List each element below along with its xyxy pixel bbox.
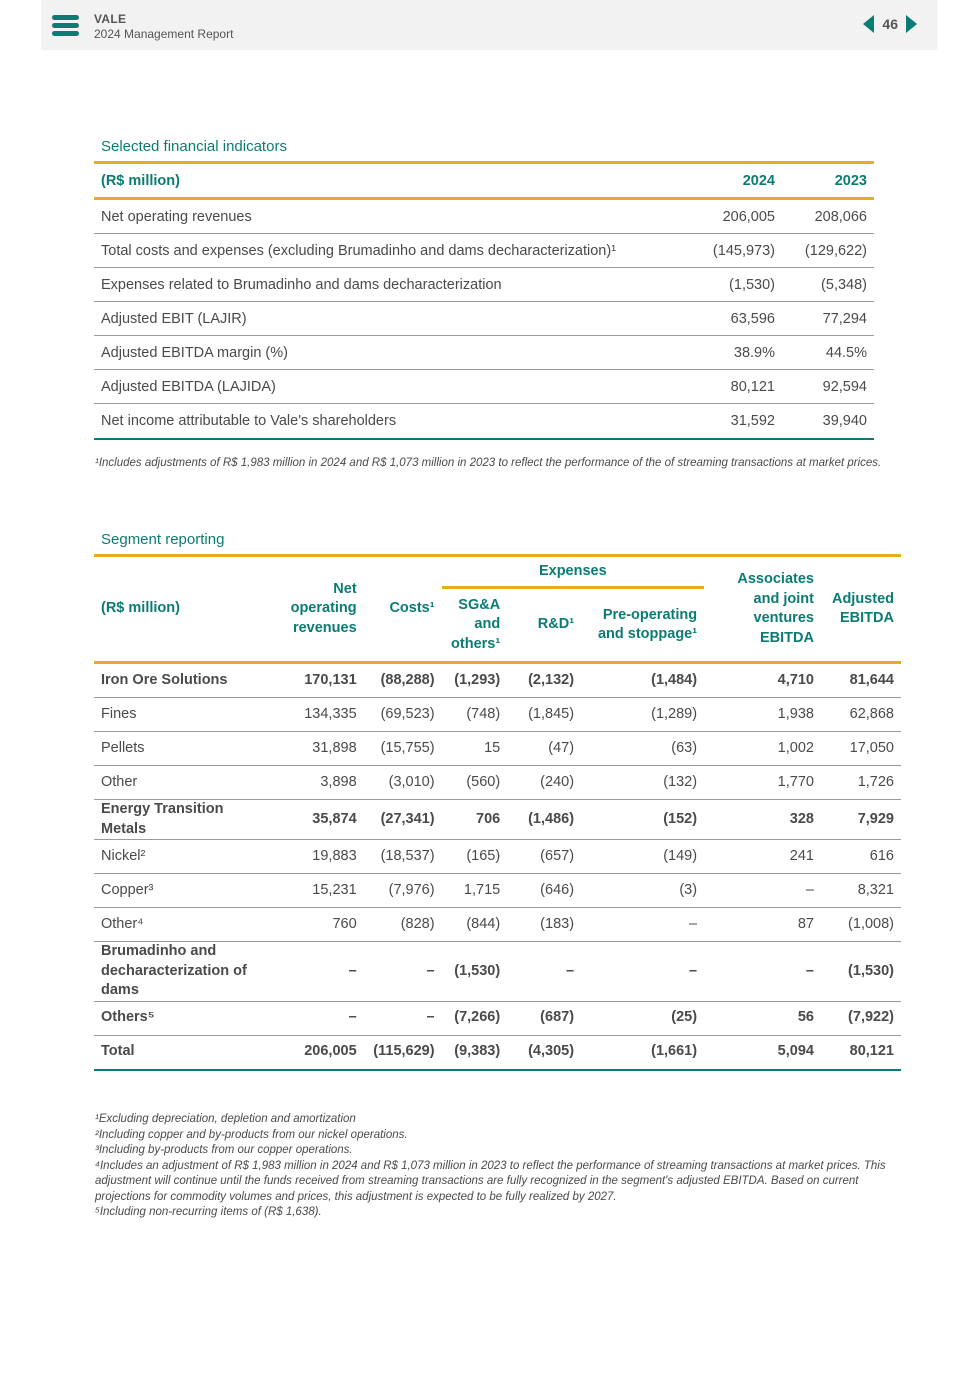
value-2023: (5,348) <box>782 268 874 302</box>
segment-label: Copper³ <box>94 874 272 908</box>
segment-label: Others⁵ <box>94 1001 272 1035</box>
revenues-cell: – <box>272 1001 363 1035</box>
costs-cell: (15,755) <box>364 732 442 766</box>
indicators-header-row <box>94 163 874 199</box>
indicator-label: Adjusted EBITDA margin (%) <box>94 336 690 370</box>
preop-header: Pre-operating and stoppage¹ <box>581 588 704 663</box>
segment-row <box>94 732 901 766</box>
costs-cell: (27,341) <box>364 800 442 840</box>
revenues-cell: 3,898 <box>272 766 363 800</box>
indicators-table <box>94 161 874 440</box>
associates-cell: 56 <box>704 1001 821 1035</box>
indicators-footnote: ¹Includes adjustments of R$ 1,983 million in 2024 and R$ 1,073 million in 2023 to reflect the performance of the of streaming transactions at market prices. <box>95 457 882 469</box>
associates-cell: 1,002 <box>704 732 821 766</box>
preop-cell: (149) <box>581 840 704 874</box>
rd-cell: (183) <box>507 908 581 942</box>
rd-cell: – <box>507 942 581 1002</box>
segments-unit-header: (R$ million) <box>94 556 272 663</box>
revenues-cell: 134,335 <box>272 698 363 732</box>
segments-title: Segment reporting <box>101 531 225 548</box>
revenues-cell: 35,874 <box>272 800 363 840</box>
preop-cell: (132) <box>581 766 704 800</box>
value-2023: (129,622) <box>782 234 874 268</box>
indicators-row <box>94 234 874 268</box>
value-2023: 39,940 <box>822 413 867 429</box>
preop-cell: (1,661) <box>651 1043 698 1060</box>
costs-cell: – <box>364 1001 442 1035</box>
next-page-icon[interactable] <box>906 15 917 33</box>
segment-row <box>94 1001 901 1035</box>
segment-row <box>94 1035 901 1070</box>
revenues-cell: 19,883 <box>272 840 363 874</box>
ebitda-cell: (7,922) <box>821 1001 901 1035</box>
brand <box>94 12 233 41</box>
ebitda-cell: (1,008) <box>821 908 901 942</box>
indicator-label: Net operating revenues <box>94 199 690 234</box>
value-2023: 77,294 <box>782 302 874 336</box>
sga-cell: (9,383) <box>454 1043 501 1060</box>
indicators-row <box>94 302 874 336</box>
ebitda-cell: 616 <box>821 840 901 874</box>
rd-cell: (47) <box>507 732 581 766</box>
sga-cell: 1,715 <box>442 874 508 908</box>
associates-cell: 1,770 <box>704 766 821 800</box>
footnote-1: ¹Excluding depreciation, depletion and amortization <box>95 1113 356 1125</box>
indicator-label: Adjusted EBITDA (LAJIDA) <box>94 370 690 404</box>
footnote-2: ²Including copper and by-products from our nickel operations. <box>95 1128 408 1141</box>
costs-cell: (69,523) <box>364 698 442 732</box>
rd-header: R&D¹ <box>507 588 581 663</box>
costs-cell: (18,537) <box>364 840 442 874</box>
segment-label: Other⁴ <box>94 908 272 942</box>
sga-header: SG&A and others¹ <box>442 588 508 663</box>
revenues-cell: 170,131 <box>272 663 363 698</box>
preop-cell: (1,289) <box>581 698 704 732</box>
segment-label: Fines <box>94 698 272 732</box>
segment-row <box>94 874 901 908</box>
sga-cell: (560) <box>442 766 508 800</box>
associates-cell: – <box>704 942 821 1002</box>
associates-cell: 4,710 <box>704 663 821 698</box>
revenues-header: Net operating revenues <box>272 556 363 663</box>
segment-label: Total <box>101 1043 135 1060</box>
segments-footnotes <box>95 1112 895 1221</box>
preop-cell: (63) <box>581 732 704 766</box>
rd-cell: (240) <box>507 766 581 800</box>
sga-cell: (1,293) <box>442 663 508 698</box>
report-title: 2024 Management Report <box>94 27 234 41</box>
revenues-cell: 31,898 <box>272 732 363 766</box>
value-2024: 63,596 <box>690 302 782 336</box>
ebitda-cell: (1,530) <box>821 942 901 1002</box>
segment-row <box>94 698 901 732</box>
indicator-label: Expenses related to Brumadinho and dams decharacterization <box>94 268 690 302</box>
value-2023: 208,066 <box>782 199 874 234</box>
costs-cell: (7,976) <box>364 874 442 908</box>
associates-cell: 241 <box>704 840 821 874</box>
top-bar <box>41 0 937 50</box>
footnote-4: ⁴Includes an adjustment of R$ 1,983 million in 2024 and R$ 1,073 million in 2023 to reflect the performance of streaming transactions at market prices. This adjustment will continue until the funds received from streaming transactions are fully recognized in the segment's adjusted EBITDA. Based on current projections for commodity volumes and prices, this adjustment is expected to be fully realized by 2027. <box>95 1159 886 1203</box>
ebitda-cell: 7,929 <box>821 800 901 840</box>
ebitda-cell: 80,121 <box>849 1043 894 1060</box>
revenues-cell: – <box>272 942 363 1002</box>
ebitda-cell: 17,050 <box>821 732 901 766</box>
preop-cell: (3) <box>581 874 704 908</box>
indicators-row <box>94 336 874 370</box>
associates-cell: 328 <box>704 800 821 840</box>
preop-cell: (25) <box>581 1001 704 1035</box>
value-2024: (145,973) <box>690 234 782 268</box>
value-2024: (1,530) <box>690 268 782 302</box>
preop-cell: (152) <box>581 800 704 840</box>
associates-cell: 5,094 <box>777 1043 814 1060</box>
value-2023: 44.5% <box>782 336 874 370</box>
segment-row <box>94 908 901 942</box>
page-navigation <box>863 15 917 33</box>
brand-name: VALE <box>94 12 127 26</box>
value-2024: 80,121 <box>690 370 782 404</box>
segment-row <box>94 663 901 698</box>
rd-cell: (646) <box>507 874 581 908</box>
value-2024: 206,005 <box>690 199 782 234</box>
segment-label: Iron Ore Solutions <box>94 663 272 698</box>
segment-label: Other <box>94 766 272 800</box>
ebitda-cell: 81,644 <box>821 663 901 698</box>
preop-cell: – <box>581 908 704 942</box>
segment-label: Energy Transition Metals <box>94 800 272 840</box>
ebitda-cell: 1,726 <box>821 766 901 800</box>
rd-cell: (2,132) <box>507 663 581 698</box>
preop-cell: – <box>581 942 704 1002</box>
ebitda-cell: 62,868 <box>821 698 901 732</box>
expenses-group-header: Expenses <box>442 556 705 588</box>
sga-cell: 15 <box>442 732 508 766</box>
segment-row <box>94 840 901 874</box>
sga-cell: (165) <box>442 840 508 874</box>
associates-cell: – <box>704 874 821 908</box>
associates-cell: 87 <box>704 908 821 942</box>
segments-header-row-1 <box>94 556 901 588</box>
footnote-3: ³Including by-products from our copper operations. <box>95 1144 353 1156</box>
ebitda-cell: 8,321 <box>821 874 901 908</box>
footnote-5: ⁵Including non-recurring items of (R$ 1,638). <box>95 1206 322 1218</box>
costs-cell: (828) <box>364 908 442 942</box>
menu-icon[interactable] <box>52 15 79 39</box>
revenues-cell: 760 <box>272 908 363 942</box>
indicators-2023-header: 2023 <box>782 163 874 199</box>
segment-row <box>94 766 901 800</box>
segment-label: Nickel² <box>94 840 272 874</box>
costs-cell: (88,288) <box>364 663 442 698</box>
indicators-row <box>94 199 874 234</box>
indicators-2024-header: 2024 <box>690 163 782 199</box>
adjusted-ebitda-header: Adjusted EBITDA <box>821 556 901 663</box>
segment-label: Pellets <box>94 732 272 766</box>
indicators-unit-header: (R$ million) <box>94 163 690 199</box>
rd-cell: (657) <box>507 840 581 874</box>
costs-cell: (3,010) <box>364 766 442 800</box>
associates-cell: 1,938 <box>704 698 821 732</box>
indicators-row <box>94 268 874 302</box>
sga-cell: 706 <box>442 800 508 840</box>
sga-cell: (7,266) <box>442 1001 508 1035</box>
sga-cell: (748) <box>442 698 508 732</box>
indicators-row <box>94 370 874 404</box>
value-2024: 31,592 <box>730 413 775 429</box>
indicator-label: Adjusted EBIT (LAJIR) <box>94 302 690 336</box>
rd-cell: (687) <box>507 1001 581 1035</box>
revenues-cell: 206,005 <box>304 1043 357 1060</box>
indicators-title: Selected financial indicators <box>101 138 287 155</box>
costs-header: Costs¹ <box>364 556 442 663</box>
indicators-row <box>94 404 874 440</box>
revenues-cell: 15,231 <box>272 874 363 908</box>
segments-table <box>94 554 901 1071</box>
rd-cell: (4,305) <box>528 1043 575 1060</box>
sga-cell: (1,530) <box>442 942 508 1002</box>
costs-cell: (115,629) <box>373 1043 435 1060</box>
indicator-label: Net income attributable to Vale's shareholders <box>101 413 397 429</box>
segment-label: Brumadinho and decharacterization of dams <box>94 942 272 1002</box>
rd-cell: (1,845) <box>507 698 581 732</box>
sga-cell: (844) <box>442 908 508 942</box>
previous-page-icon[interactable] <box>863 15 874 33</box>
preop-cell: (1,484) <box>581 663 704 698</box>
costs-cell: – <box>364 942 442 1002</box>
page-number: 46 <box>882 16 898 32</box>
indicator-label: Total costs and expenses (excluding Brumadinho and dams decharacterization)¹ <box>94 234 690 268</box>
segment-row <box>94 942 901 1002</box>
value-2023: 92,594 <box>782 370 874 404</box>
value-2024: 38.9% <box>690 336 782 370</box>
rd-cell: (1,486) <box>507 800 581 840</box>
associates-header: Associates and joint ventures EBITDA <box>704 556 821 663</box>
segment-row <box>94 800 901 840</box>
